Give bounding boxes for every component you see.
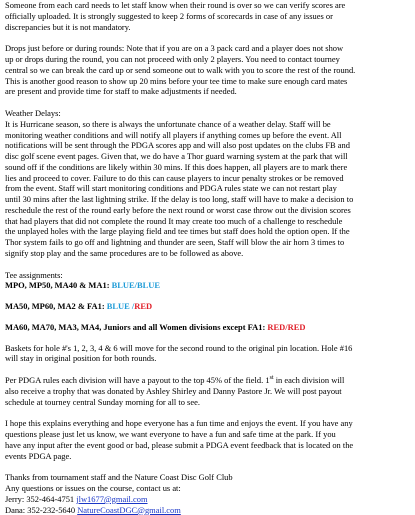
text-line: also receive a trophy that was donated by Ashley Shirley and Danny Pastore Jr. We will post payout [5,386,407,397]
text-line: This is another good reason to show up 20 mins before your tee time to make sure enough card mates [5,76,407,87]
text-line: Thor system fails to go off and lightning and thunder are seen, Staff will blow the air horn 3 times to [5,237,407,248]
text-line: Baskets for hole #'s 1, 2, 3, 4 & 6 will move for the second round to the original pin location. Hole #16 [5,343,407,354]
text-line: will stay in original position for both rounds. [5,353,407,364]
text-line: sound off if the conditions are likely within 30 mins. If this does happen, all players are to mark there [5,162,407,173]
tee-row-2-separator: / [130,301,134,311]
tee-row-2 [5,301,407,312]
drops-paragraph [5,43,407,97]
thanks-line: Thanks from tournament staff and the Nature Coast Disc Golf Club [5,472,407,483]
text-line: discrepancies but it is not mandatory. [5,22,407,33]
tee-row-1-divisions: MPO, MP50, MA40 & MA1: [5,280,110,290]
text-line: monitoring weather conditions and will notify all players if anything comes up before the event. All [5,130,407,141]
text-line: notifications will be sent through the PDGA scores app and will also post updates on the clubs FB and [5,140,407,151]
text-line: are present and provide time for staff to make adjustments if needed. [5,86,407,97]
text-line: have any input after the event good or bad, please submit a PDGA event feedback that is located on the [5,440,407,451]
tee-row-3 [5,322,407,333]
payout-text-a: Per PDGA rules each division will have a payout to the top 45% of the field. 1 [5,375,270,385]
jerry-email-link[interactable]: jlw1677@gmail.com [76,494,147,504]
text-line: It is Hurricane season, so there is always the unfortunate chance of a weather delay. Staff will be [5,119,407,130]
tee-row-1-tee-1: BLUE [112,280,135,290]
text-line [5,375,407,386]
tee-row-1 [5,280,407,291]
text-line: schedule at tourney central Sunday morning for all to see. [5,397,407,408]
contact-intro-line: Any questions or issues on the course, contact us at: [5,483,407,494]
dana-phone: Dana: 352-232-5640 [5,505,77,515]
text-line: central so we can break the card up or send someone out to walk with you to score the rest of the round. [5,65,407,76]
text-line: officially uploaded. It is strongly suggested to keep 2 forms of scorecards in case of any issues or [5,11,407,22]
tee-row-1-tee-2: BLUE [137,280,160,290]
weather-heading: Weather Delays: [5,108,407,119]
text-line: Someone from each card needs to let staff know when their round is over so we can verify scores are [5,0,407,11]
text-line: up or drops during the round, you can not proceed with only 2 players. You need to contact tourney [5,54,407,65]
weather-delays-paragraph [5,108,407,259]
tee-row-3-divisions: MA60, MA70, MA3, MA4, Juniors and all Women divisions except FA1: [5,322,265,332]
text-line: from the event. Staff will start monitoring conditions and PDGA rules state we can not restart play [5,183,407,194]
text-line: I hope this explains everything and hope everyone has a fun time and enjoys the event. If you have any [5,418,407,429]
tee-row-1-separator: / [135,280,137,290]
tee-row-3-tee-2: RED [288,322,306,332]
tee-row-3-tee-1: RED [267,322,285,332]
text-line: signify stop play and the same procedures are to be followed as above. [5,248,407,259]
text-line: the unplayed holes with the large playing field and tee times but staff does hold the option open. If the [5,226,407,237]
tee-row-3-separator: / [285,322,287,332]
closing-wishes-paragraph [5,418,407,461]
text-line: disc golf scene event pages. Given that, we do have a Thor guard warning system at the park that will [5,151,407,162]
tee-row-2-divisions: MA50, MP60, MA2 & FA1: [5,301,105,311]
jerry-phone: Jerry: 352-464-4751 [5,494,76,504]
tee-assignments-heading: Tee assignments: [5,270,407,281]
tee-row-2-tee-1: BLUE [107,301,130,311]
text-line: events PDGA page. [5,451,407,462]
text-line: lies and proceed to cover. Failure to do this can cause players to incur penalty strokes or be removed [5,173,407,184]
text-line: until 30 mins after the last lightning strike. If the delay is too long, staff will have to make a decision to [5,194,407,205]
tee-assignments-section [5,270,407,333]
basket-positions-paragraph [5,343,407,365]
score-reporting-paragraph [5,0,407,32]
text-line: reschedule the rest of the round early before the next round or worst case throw out the division scores [5,205,407,216]
dana-email-link[interactable]: NatureCoastDGC@gmail.com [77,505,181,515]
payout-text-b: in each division will [274,375,345,385]
contact-section [5,472,407,515]
text-line: questions please just let us know, we want everyone to have a fun and safe time at the park. If you [5,429,407,440]
ordinal-suffix: st [270,375,274,381]
text-line: that had players that did not complete the round It may create too much of a challenge to reschedule [5,216,407,227]
contact-jerry [5,494,407,505]
payout-paragraph [5,375,407,407]
text-line: Drops just before or during rounds: Note that if you are on a 3 pack card and a player does not show [5,43,407,54]
tee-row-2-tee-2: RED [134,301,152,311]
